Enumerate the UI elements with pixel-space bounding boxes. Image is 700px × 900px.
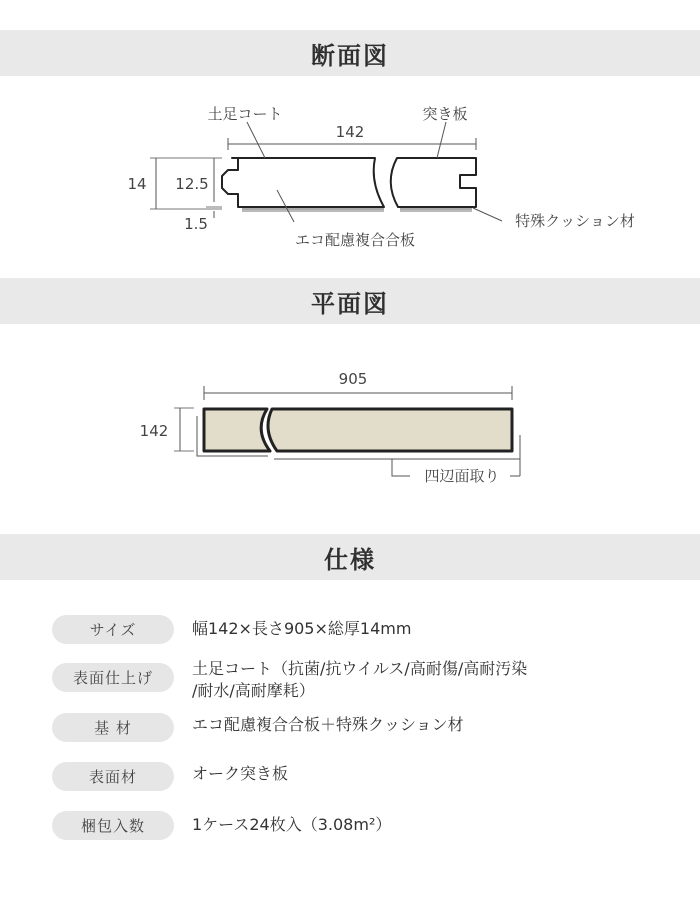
- board-right-piece: [391, 158, 476, 207]
- spec-label-pill: 梱包入数: [52, 811, 174, 840]
- spec-value: オーク突き板: [192, 764, 289, 783]
- dim-cushion-height-label: 1.5: [184, 215, 208, 233]
- board-left-piece: [222, 158, 384, 207]
- leader-top-coat: [247, 122, 265, 158]
- section-title: 断面図: [311, 41, 389, 70]
- spec-value: 幅142×長さ905×総厚14mm: [192, 619, 412, 638]
- label-top-coat: 土足コート: [207, 105, 283, 123]
- spec-value: 1ケース24枚入（3.08m²）: [192, 815, 392, 834]
- plan-board-right: [268, 409, 512, 451]
- dim-width-label: 142: [335, 123, 365, 141]
- spec-label-pill: 表面材: [52, 762, 174, 791]
- section-header-spec: [0, 534, 700, 580]
- dim-plan-width-label: 142: [139, 422, 169, 440]
- leader-cushion: [473, 208, 502, 221]
- plan-diagram: [0, 360, 700, 500]
- spec-value-line2: /耐水/高耐摩耗）: [192, 681, 315, 700]
- label-cushion: 特殊クッション材: [515, 212, 635, 230]
- dim-length-label: 905: [338, 370, 368, 388]
- dim-total-height-label: 14: [127, 175, 147, 193]
- section-header-plan: [0, 278, 700, 324]
- spec-label-pill: 表面仕上げ: [52, 663, 174, 692]
- section-title: 仕様: [324, 545, 376, 574]
- label-veneer: 突き板: [422, 105, 468, 123]
- section-header-cross-section: [0, 30, 700, 76]
- dim-core-height-label: 12.5: [175, 175, 209, 193]
- plan-board-left: [204, 409, 270, 451]
- label-core: エコ配慮複合合板: [294, 231, 416, 249]
- leader-chamfer: [392, 459, 410, 476]
- spec-value: エコ配慮複合合板＋特殊クッション材: [192, 715, 464, 734]
- leader-veneer: [437, 122, 446, 158]
- label-chamfer: 四辺面取り: [424, 467, 500, 485]
- spec-label-pill: サイズ: [52, 615, 174, 644]
- cross-section-diagram: [0, 90, 700, 260]
- spec-value: 土足コート（抗菌/抗ウイルス/高耐傷/高耐汚染: [192, 659, 528, 678]
- spec-label-pill: 基 材: [52, 713, 174, 742]
- section-title: 平面図: [311, 289, 389, 318]
